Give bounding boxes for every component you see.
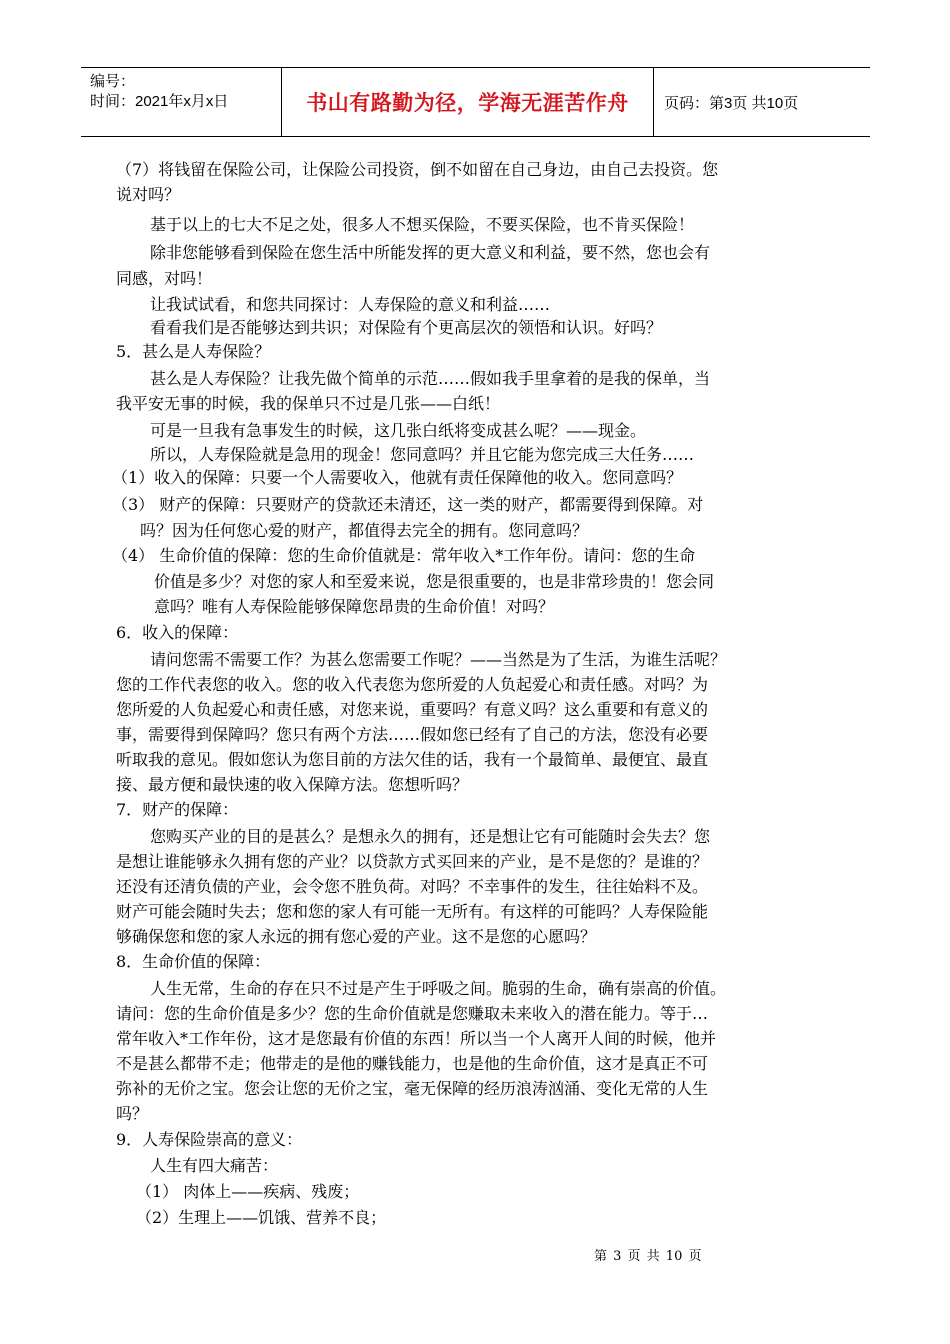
- body-line: 弥补的无价之宝。您会让您的无价之宝，毫无保障的经历浪涛汹涌、变化无常的人生: [116, 1079, 709, 1098]
- body-line: 吗？: [116, 1104, 149, 1123]
- section-heading: 8．生命价值的保障：: [116, 952, 271, 971]
- body-line: 请问您需不需要工作？为甚么您需要工作呢？——当然是为了生活，为谁生活呢？: [150, 650, 727, 669]
- body-line: 所以，人寿保险就是急用的现金！您同意吗？并且它能为您完成三大任务……: [150, 445, 695, 464]
- body-line: 意吗？唯有人寿保险能够保障您昂贵的生命价值！对吗？: [154, 597, 555, 616]
- page-footer: 第 3 页 共 10 页: [594, 1249, 702, 1264]
- body-line: 人生有四大痛苦：: [150, 1156, 279, 1175]
- header-meta-cell: [81, 68, 282, 136]
- header-motto-cell: [282, 68, 654, 136]
- body-line: 您所爱的人负起爱心和责任感，对您来说，重要吗？有意义吗？这么重要和有意义的: [116, 700, 709, 719]
- header-motto: 书山有路勤为径，学海无涯苦作舟: [306, 91, 629, 115]
- list-item: （1）收入的保障：只要一个人需要收入，他就有责任保障他的收入。您同意吗？: [112, 468, 683, 487]
- body-line: 还没有还清负债的产业，会令您不胜负荷。对吗？不幸事件的发生，往往始料不及。: [116, 877, 709, 896]
- body-line: 说对吗？: [116, 185, 181, 204]
- header-table: [81, 67, 870, 137]
- body-line: 让我试试看，和您共同探讨：人寿保险的意义和利益……: [150, 295, 551, 314]
- body-line: （7）将钱留在保险公司，让保险公司投资，倒不如留在自己身边，由自己去投资。您: [116, 160, 719, 179]
- body-line: 您购买产业的目的是甚么？是想永久的拥有，还是想让它有可能随时会失去？您: [150, 827, 711, 846]
- list-item: （2）生理上——饥饿、营养不良；: [136, 1208, 387, 1227]
- body-line: 是想让谁能够永久拥有您的产业？以贷款方式买回来的产业，是不是您的？是谁的？: [116, 852, 709, 871]
- body-line: 甚么是人寿保险？让我先做个简单的示范……假如我手里拿着的是我的保单，当: [150, 369, 711, 388]
- body-line: 听取我的意见。假如您认为您目前的方法欠佳的话，我有一个最简单、最便宜、最直: [116, 750, 709, 769]
- body-line: 财产可能会随时失去；您和您的家人有可能一无所有。有这样的可能吗？人寿保险能: [116, 902, 709, 921]
- body-line: 吗？因为任何您心爱的财产，都值得去完全的拥有。您同意吗？: [140, 521, 589, 540]
- body-line: 看看我们是否能够达到共识；对保险有个更高层次的领悟和认识。好吗？: [150, 318, 663, 337]
- body-line: 事，需要得到保障吗？您只有两个方法……假如您已经有了自己的方法，您没有必要: [116, 725, 709, 744]
- document-date-label: 时间：2021年x月x日: [90, 93, 229, 110]
- list-item: （4） 生命价值的保障：您的生命价值就是：常年收入*工作年份。请问：您的生命: [112, 546, 696, 565]
- document-number-label: 编号：: [90, 73, 136, 90]
- body-line: 不是甚么都带不走；他带走的是他的赚钱能力，也是他的生命价值，这才是真正不可: [116, 1054, 709, 1073]
- body-line: 可是一旦我有急事发生的时候，这几张白纸将变成甚么呢？——现金。: [150, 421, 647, 440]
- section-heading: 9．人寿保险崇高的意义：: [116, 1130, 303, 1149]
- section-heading: 5．甚么是人寿保险？: [116, 342, 271, 361]
- body-line: 请问：您的生命价值是多少？您的生命价值就是您赚取未来收入的潜在能力。等于…: [116, 1004, 709, 1023]
- body-line: 人生无常，生命的存在只不过是产生于呼吸之间。脆弱的生命，确有崇高的价值。: [150, 979, 727, 998]
- body-line: 除非您能够看到保险在您生活中所能发挥的更大意义和利益，要不然，您也会有: [150, 243, 711, 262]
- section-heading: 7．财产的保障：: [116, 800, 239, 819]
- body-line: 基于以上的七大不足之处，很多人不想买保险，不要买保险，也不肯买保险！: [150, 215, 695, 234]
- body-line: 您的工作代表您的收入。您的收入代表您为您所爱的人负起爱心和责任感。对吗？为: [116, 675, 709, 694]
- body-line: 够确保您和您的家人永远的拥有您心爱的产业。这不是您的心愿吗？: [116, 927, 597, 946]
- header-page-cell: [654, 68, 870, 136]
- list-item: （3） 财产的保障：只要财产的贷款还未清还，这一类的财产，都需要得到保障。对: [112, 495, 704, 514]
- body-line: 同感，对吗！: [116, 269, 213, 288]
- body-line: 接、最方便和最快速的收入保障方法。您想听吗？: [116, 775, 469, 794]
- section-heading: 6．收入的保障：: [116, 623, 239, 642]
- list-item: （1） 肉体上——疾病、残废；: [136, 1182, 360, 1201]
- body-line: 价值是多少？对您的家人和至爱来说，您是很重要的，也是非常珍贵的！您会同: [154, 572, 715, 591]
- header-page-info: 页码：第3页 共10页: [664, 94, 799, 112]
- body-line: 我平安无事的时候，我的保单只不过是几张——白纸！: [116, 394, 501, 413]
- body-line: 常年收入*工作年份，这才是您最有价值的东西！所以当一个人离开人间的时候，他并: [116, 1029, 717, 1048]
